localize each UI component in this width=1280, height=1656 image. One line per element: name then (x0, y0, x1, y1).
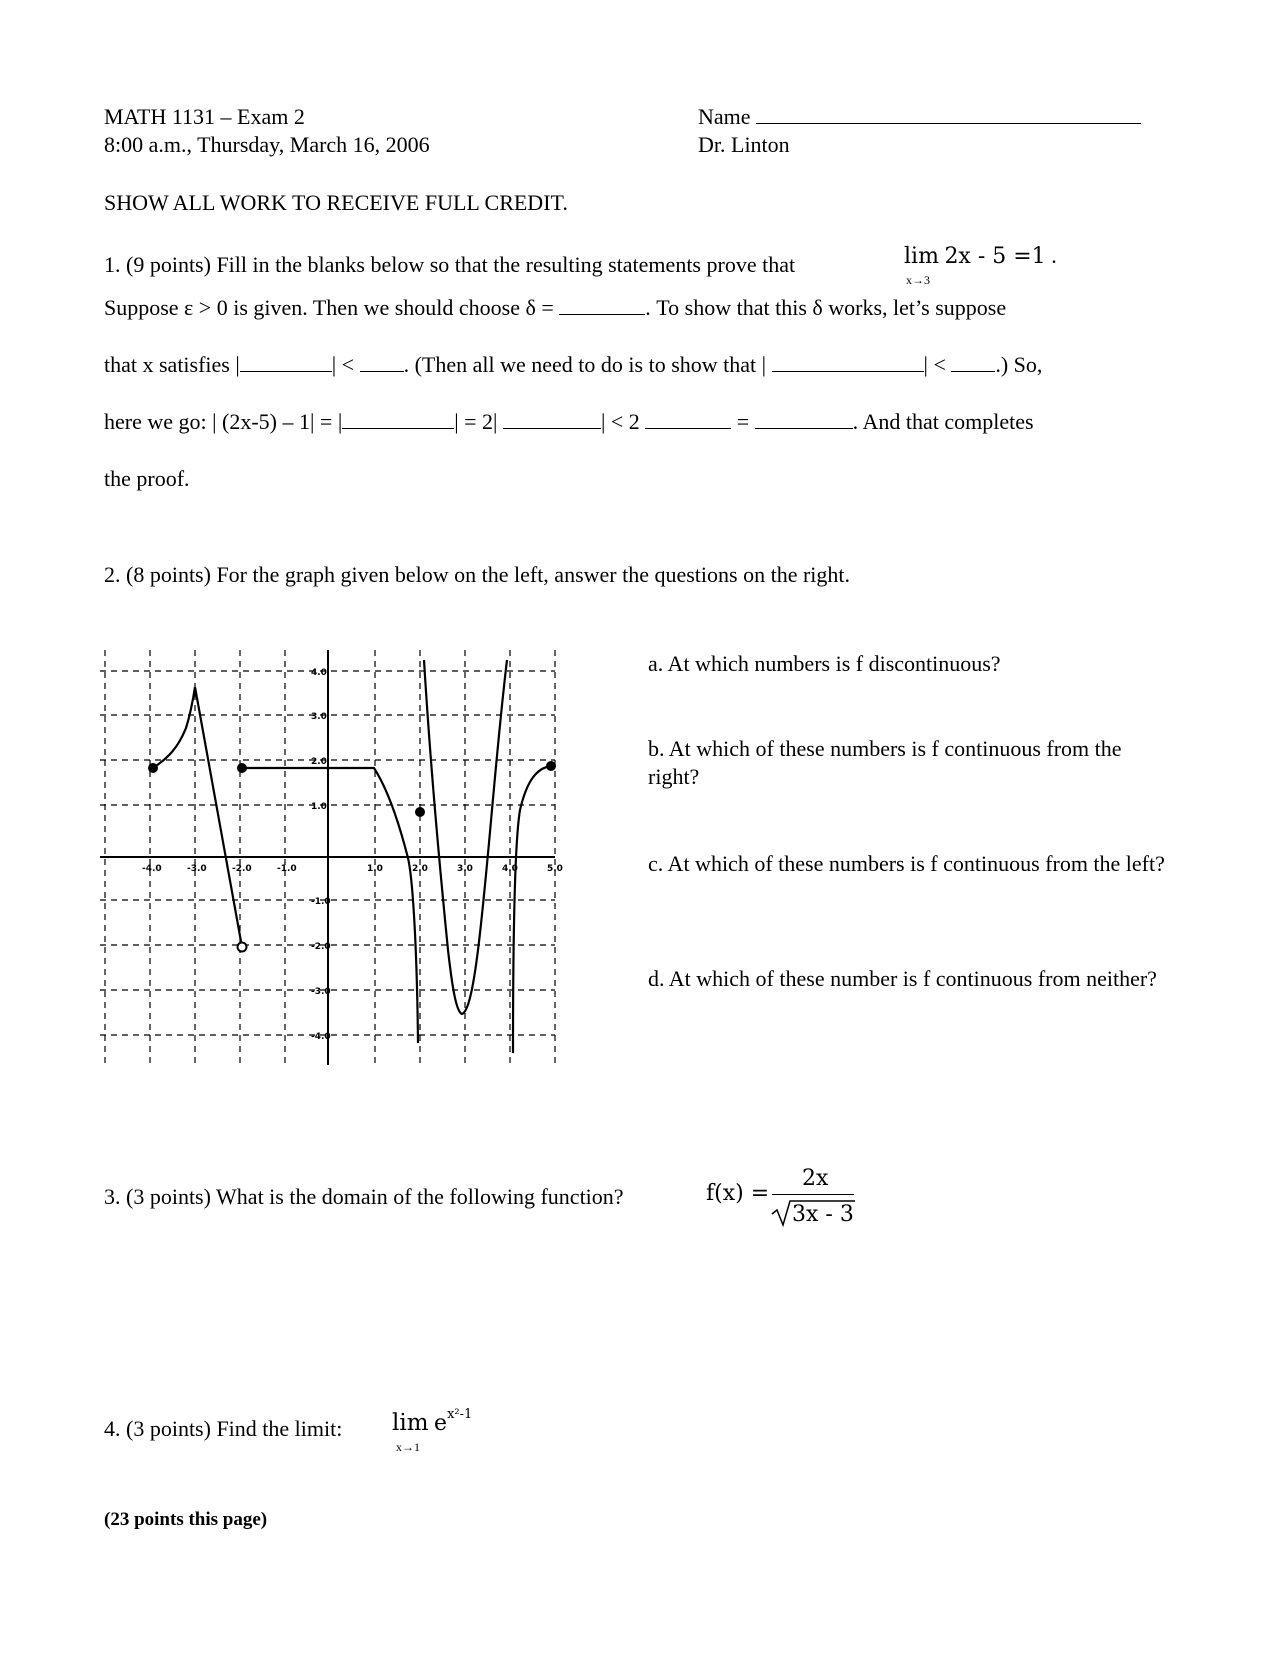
x-tick-label: 1.0 (367, 864, 383, 874)
curve-left-rise (153, 687, 195, 768)
q1-suppose-text: Suppose ε > 0 is given. Then we should choose δ = (104, 295, 554, 320)
instructor-name: Dr. Linton (698, 132, 790, 157)
q4-lim-word: lim (392, 1410, 429, 1436)
y-tick-label: -4.0 (311, 1032, 331, 1042)
fraction-bar (772, 1194, 854, 1195)
q4-limit (392, 1409, 472, 1438)
y-tick-label: -3.0 (311, 987, 331, 997)
q3-denominator: 3x - 3 (792, 1202, 854, 1227)
q1-limit-expression: lim 2x - 5 =1 . (904, 243, 1057, 269)
y-tick-label: -2.0 (311, 942, 331, 952)
y-tick-label: -1.0 (311, 897, 331, 907)
y-tick-label: 1.0 (311, 802, 327, 812)
q2-intro: 2. (8 points) For the graph given below on the left, answer the questions on the right. (104, 562, 851, 587)
closed-point-2 (237, 763, 247, 773)
lim-subscript: x→3 (906, 273, 930, 287)
x-tick-label: -3.0 (187, 864, 207, 874)
x-tick-label: -4.0 (142, 864, 162, 874)
q2-part-a: a. At which numbers is f discontinuous? (648, 651, 1001, 676)
name-field[interactable] (698, 103, 1141, 131)
course-title: MATH 1131 – Exam 2 (104, 104, 305, 129)
lim-expr: 2x - 5 =1 (944, 244, 1046, 269)
blank-step4[interactable] (755, 410, 853, 429)
curve-right (513, 766, 551, 1053)
q3-numerator: 2x (802, 1166, 829, 1191)
x-tick-label: 5.0 (547, 864, 563, 874)
q1-line3-d: | < (923, 352, 946, 377)
q1-line4-e: . And that completes (852, 409, 1034, 434)
q4-exponent: x²-1 (447, 1407, 473, 1422)
q4-text: 4. (3 points) Find the limit: (104, 1416, 343, 1441)
exam-datetime: 8:00 a.m., Thursday, March 16, 2006 (104, 132, 430, 157)
q1-line3-e: .) So, (995, 352, 1043, 377)
lim-word: lim (904, 244, 939, 269)
name-blank[interactable] (756, 105, 1141, 124)
q1-line3-b: | < (331, 352, 355, 377)
y-tick-label: 4.0 (311, 668, 327, 678)
q1-line4 (104, 408, 1034, 436)
q4-lim-subscript: x→1 (396, 1440, 420, 1454)
curve-drop (195, 687, 242, 947)
open-point (238, 943, 247, 952)
closed-point-3 (415, 807, 425, 817)
blank-step2[interactable] (503, 410, 601, 429)
q1-line3-a: that x satisfies | (104, 352, 240, 377)
page-points: (23 points this page) (104, 1509, 268, 1530)
q3-func-name: f(x) = (706, 1181, 770, 1206)
instruction-text: SHOW ALL WORK TO RECEIVE FULL CREDIT. (104, 190, 568, 215)
q1-line4-d: = (736, 409, 750, 434)
q1-line4-c: | < 2 (600, 409, 640, 434)
x-tick-label: 4.0 (502, 864, 518, 874)
y-tick-label: 3.0 (311, 712, 327, 722)
q1-line5: the proof. (104, 466, 190, 491)
q2-part-c: c. At which of these numbers is f continuous from the left? (648, 851, 1165, 876)
q1-suppose-text-2: . To show that this δ works, let’s suppose (645, 295, 1007, 320)
blank-epsilon[interactable] (951, 353, 995, 372)
blank-x-abs[interactable] (240, 353, 332, 372)
x-tick-label: 3.0 (457, 864, 473, 874)
name-label: Name (698, 104, 751, 129)
q4-base: e (434, 1411, 448, 1436)
function-graph (100, 648, 563, 1068)
q1-line4-a: here we go: | (2x-5) – 1| = | (104, 409, 343, 434)
x-tick-label: -2.0 (232, 864, 252, 874)
blank-f-abs[interactable] (772, 353, 924, 372)
q3-text: 3. (3 points) What is the domain of the following function? (104, 1184, 624, 1209)
delta-blank[interactable] (559, 296, 645, 315)
closed-point-1 (148, 763, 158, 773)
q1-line4-b: | = 2| (454, 409, 498, 434)
q1-line3-c: . (Then all we need to do is to show that | (403, 352, 767, 377)
blank-step3[interactable] (645, 410, 731, 429)
y-tick-label: 2.0 (311, 757, 327, 767)
q2-part-d: d. At which of these number is f continuous from neither? (648, 966, 1157, 991)
x-tick-label: 2.0 (412, 864, 428, 874)
q2-part-b: b. At which of these numbers is f continuous from the right? (648, 736, 1122, 789)
q1-line3 (104, 351, 1042, 379)
blank-step1[interactable] (342, 410, 454, 429)
q1-intro: 1. (9 points) Fill in the blanks below so that the resulting statements prove that (104, 252, 796, 277)
x-tick-label: -1.0 (277, 864, 297, 874)
q1-line2 (104, 294, 1006, 322)
x-tick-labels (142, 864, 563, 874)
blank-bound[interactable] (360, 353, 404, 372)
closed-point-4 (546, 761, 556, 771)
